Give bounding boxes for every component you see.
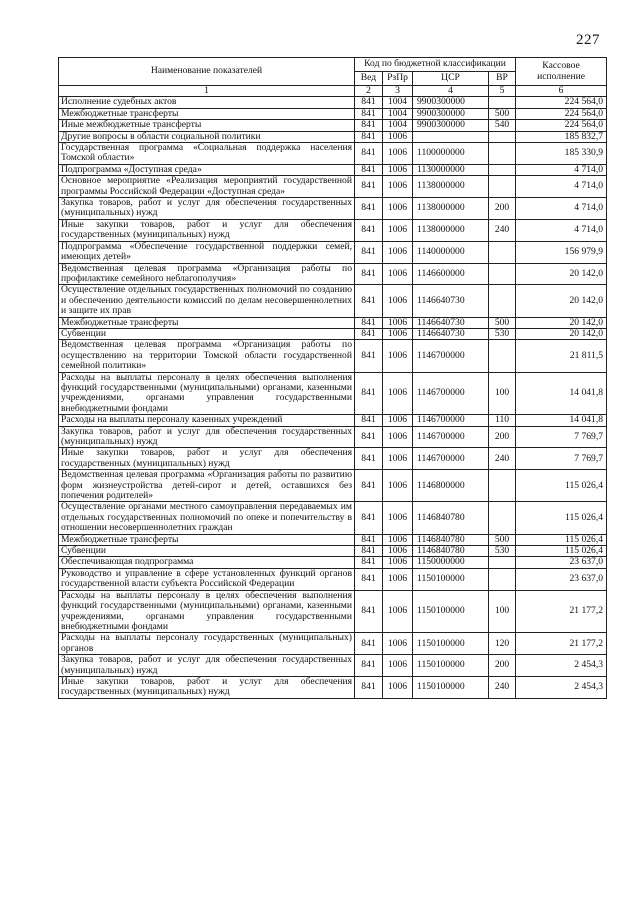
row-ved: 841 — [355, 143, 383, 165]
table-row — [59, 164, 607, 175]
row-vr: 100 — [489, 372, 516, 415]
row-csr: 1146640730 — [413, 328, 489, 339]
row-ved: 841 — [355, 164, 383, 175]
table-row — [59, 546, 607, 557]
column-number-row — [59, 86, 607, 97]
row-csr: 9900300000 — [413, 120, 489, 131]
row-rzpr: 1006 — [383, 590, 413, 633]
table-row — [59, 317, 607, 328]
table-row — [59, 108, 607, 119]
budget-table — [58, 57, 607, 699]
row-name: Ведомственная целевая программа «Организация работы по профилактике семейного неблагополучия» — [59, 263, 355, 285]
row-vr: 530 — [489, 328, 516, 339]
row-name: Подпрограмма «Обеспечение государственной поддержки семей, имеющих детей» — [59, 241, 355, 263]
row-name: Иные закупки товаров, работ и услуг для обеспечения государственных (муниципальных) нужд — [59, 676, 355, 698]
table-row — [59, 448, 607, 470]
row-rzpr: 1006 — [383, 328, 413, 339]
row-ved: 841 — [355, 219, 383, 241]
row-ved: 841 — [355, 426, 383, 448]
row-name: Исполнение судебных актов — [59, 97, 355, 108]
row-amount: 4 714,0 — [516, 198, 607, 220]
row-vr — [489, 557, 516, 568]
row-ved: 841 — [355, 97, 383, 108]
row-amount: 23 637,0 — [516, 557, 607, 568]
row-ved: 841 — [355, 198, 383, 220]
row-amount: 224 564,0 — [516, 120, 607, 131]
table-row — [59, 219, 607, 241]
row-csr: 1100000000 — [413, 143, 489, 165]
row-amount: 7 769,7 — [516, 426, 607, 448]
table-row — [59, 534, 607, 545]
row-vr: 200 — [489, 426, 516, 448]
row-ved: 841 — [355, 415, 383, 426]
row-rzpr: 1006 — [383, 426, 413, 448]
row-amount: 224 564,0 — [516, 108, 607, 119]
row-amount: 156 979,9 — [516, 241, 607, 263]
row-rzpr: 1006 — [383, 176, 413, 198]
row-ved: 841 — [355, 448, 383, 470]
row-name: Обеспечивающая подпрограмма — [59, 557, 355, 568]
table-row — [59, 143, 607, 165]
row-amount: 4 714,0 — [516, 176, 607, 198]
row-name: Осуществление отдельных государственных полномочий по созданию и обеспечению деятельности комиссий по делам несовершеннолетних и защите их прав — [59, 285, 355, 317]
row-name: Иные закупки товаров, работ и услуг для обеспечения государственных (муниципальных) нужд — [59, 448, 355, 470]
header-ved: Вед — [355, 72, 383, 86]
row-vr: 500 — [489, 534, 516, 545]
row-amount: 115 026,4 — [516, 470, 607, 502]
row-name: Межбюджетные трансферты — [59, 108, 355, 119]
row-vr — [489, 143, 516, 165]
row-rzpr: 1006 — [383, 546, 413, 557]
table-body — [59, 97, 607, 698]
row-rzpr: 1006 — [383, 448, 413, 470]
row-ved: 841 — [355, 263, 383, 285]
row-csr: 1150000000 — [413, 557, 489, 568]
row-name: Ведомственная целевая программа «Организация работы по осуществлению на территории Томской области государственной семейной политики» — [59, 340, 355, 372]
row-csr: 1146700000 — [413, 448, 489, 470]
row-name: Ведомственная целевая программа «Организация работы по развитию форм жизнеустройства детей-сирот и детей, оставшихся без попечения родителей» — [59, 470, 355, 502]
row-amount: 224 564,0 — [516, 97, 607, 108]
row-name: Закупка товаров, работ и услуг для обеспечения государственных (муниципальных) нужд — [59, 198, 355, 220]
row-vr — [489, 131, 516, 142]
row-csr: 1150100000 — [413, 676, 489, 698]
row-amount: 115 026,4 — [516, 502, 607, 534]
row-rzpr: 1006 — [383, 372, 413, 415]
row-csr: 9900300000 — [413, 97, 489, 108]
header-amount: Кассовое исполнение — [516, 58, 607, 86]
row-ved: 841 — [355, 590, 383, 633]
row-ved: 841 — [355, 328, 383, 339]
row-csr: 1146600000 — [413, 263, 489, 285]
row-csr: 1146800000 — [413, 470, 489, 502]
table-row — [59, 97, 607, 108]
header-name: Наименование показателей — [59, 58, 355, 86]
row-vr: 240 — [489, 219, 516, 241]
row-ved: 841 — [355, 131, 383, 142]
row-rzpr: 1006 — [383, 415, 413, 426]
row-ved: 841 — [355, 317, 383, 328]
row-name: Расходы на выплаты персоналу в целях обеспечения выполнения функций государственными (муниципальными) органами, казенными учреждениями, органами управления государственными внебюджетными фондами — [59, 372, 355, 415]
row-name: Расходы на выплаты персоналу государственных (муниципальных) органов — [59, 633, 355, 655]
row-rzpr: 1006 — [383, 534, 413, 545]
row-vr — [489, 263, 516, 285]
table-row — [59, 590, 607, 633]
row-csr: 1138000000 — [413, 219, 489, 241]
row-amount: 14 041,8 — [516, 415, 607, 426]
row-amount: 20 142,0 — [516, 263, 607, 285]
table-row — [59, 120, 607, 131]
row-name: Межбюджетные трансферты — [59, 534, 355, 545]
table-row — [59, 328, 607, 339]
row-ved: 841 — [355, 534, 383, 545]
row-vr — [489, 241, 516, 263]
row-vr — [489, 340, 516, 372]
row-vr: 540 — [489, 120, 516, 131]
row-csr: 9900300000 — [413, 108, 489, 119]
row-rzpr: 1004 — [383, 97, 413, 108]
row-csr: 1150100000 — [413, 655, 489, 677]
row-ved: 841 — [355, 655, 383, 677]
row-vr: 530 — [489, 546, 516, 557]
table-row — [59, 502, 607, 534]
row-rzpr: 1006 — [383, 633, 413, 655]
row-ved: 841 — [355, 372, 383, 415]
row-vr: 240 — [489, 676, 516, 698]
row-ved: 841 — [355, 241, 383, 263]
row-ved: 841 — [355, 502, 383, 534]
row-name: Межбюджетные трансферты — [59, 317, 355, 328]
header-code-group: Код по бюджетной классификации — [355, 58, 516, 72]
row-amount: 2 454,3 — [516, 676, 607, 698]
row-csr: 1150100000 — [413, 568, 489, 590]
row-rzpr: 1004 — [383, 108, 413, 119]
table-row — [59, 676, 607, 698]
table-row — [59, 340, 607, 372]
row-name: Расходы на выплаты персоналу казенных учреждений — [59, 415, 355, 426]
row-amount: 2 454,3 — [516, 655, 607, 677]
page-number: 227 — [576, 32, 600, 48]
row-name: Субвенции — [59, 328, 355, 339]
row-csr: 1138000000 — [413, 176, 489, 198]
row-amount: 115 026,4 — [516, 546, 607, 557]
row-amount: 115 026,4 — [516, 534, 607, 545]
table-row — [59, 176, 607, 198]
row-amount: 185 832,7 — [516, 131, 607, 142]
row-vr: 100 — [489, 590, 516, 633]
table-row — [59, 633, 607, 655]
row-ved: 841 — [355, 108, 383, 119]
column-number: 5 — [489, 86, 516, 97]
row-ved: 841 — [355, 285, 383, 317]
row-rzpr: 1006 — [383, 219, 413, 241]
column-number: 1 — [59, 86, 355, 97]
row-vr — [489, 470, 516, 502]
row-rzpr: 1006 — [383, 164, 413, 175]
row-name: Государственная программа «Социальная поддержка населения Томской области» — [59, 143, 355, 165]
row-amount: 4 714,0 — [516, 219, 607, 241]
row-amount: 20 142,0 — [516, 328, 607, 339]
row-amount: 23 637,0 — [516, 568, 607, 590]
row-rzpr: 1006 — [383, 198, 413, 220]
row-csr: 1146840780 — [413, 502, 489, 534]
row-name: Руководство и управление в сфере установленных функций органов государственной власти субъекта Российской Федерации — [59, 568, 355, 590]
table-row — [59, 285, 607, 317]
row-amount: 4 714,0 — [516, 164, 607, 175]
row-name: Расходы на выплаты персоналу в целях обеспечения выполнения функций государственными (муниципальными) органами, казенными учреждениями, органами управления государственными внебюджетными фондами — [59, 590, 355, 633]
row-vr: 200 — [489, 198, 516, 220]
row-name: Другие вопросы в области социальной политики — [59, 131, 355, 142]
row-ved: 841 — [355, 633, 383, 655]
row-rzpr: 1004 — [383, 120, 413, 131]
row-amount: 7 769,7 — [516, 448, 607, 470]
row-amount: 20 142,0 — [516, 285, 607, 317]
column-number: 3 — [383, 86, 413, 97]
row-amount: 21 177,2 — [516, 590, 607, 633]
row-csr: 1150100000 — [413, 590, 489, 633]
row-vr — [489, 97, 516, 108]
row-name: Осуществление органами местного самоуправления передаваемых им отдельных государственных полномочий по опеке и попечительству в отношении несовершеннолетних граждан — [59, 502, 355, 534]
table-row — [59, 415, 607, 426]
row-csr: 1150100000 — [413, 633, 489, 655]
row-rzpr: 1006 — [383, 676, 413, 698]
row-name: Закупка товаров, работ и услуг для обеспечения государственных (муниципальных) нужд — [59, 426, 355, 448]
column-number: 4 — [413, 86, 489, 97]
table-row — [59, 568, 607, 590]
row-rzpr: 1006 — [383, 241, 413, 263]
row-rzpr: 1006 — [383, 568, 413, 590]
row-vr: 120 — [489, 633, 516, 655]
row-ved: 841 — [355, 546, 383, 557]
table-row — [59, 263, 607, 285]
row-rzpr: 1006 — [383, 502, 413, 534]
row-name: Подпрограмма «Доступная среда» — [59, 164, 355, 175]
table-row — [59, 426, 607, 448]
header-csr: ЦСР — [413, 72, 489, 86]
row-vr: 200 — [489, 655, 516, 677]
row-csr: 1146840780 — [413, 546, 489, 557]
row-name: Иные закупки товаров, работ и услуг для обеспечения государственных (муниципальных) нужд — [59, 219, 355, 241]
row-rzpr: 1006 — [383, 131, 413, 142]
row-csr: 1138000000 — [413, 198, 489, 220]
row-ved: 841 — [355, 340, 383, 372]
row-csr: 1146840780 — [413, 534, 489, 545]
table-header — [59, 58, 607, 97]
row-csr: 1146700000 — [413, 340, 489, 372]
row-rzpr: 1006 — [383, 655, 413, 677]
row-vr: 500 — [489, 108, 516, 119]
row-rzpr: 1006 — [383, 317, 413, 328]
row-csr: 1140000000 — [413, 241, 489, 263]
row-vr — [489, 164, 516, 175]
row-rzpr: 1006 — [383, 285, 413, 317]
row-vr: 240 — [489, 448, 516, 470]
table-row — [59, 470, 607, 502]
row-rzpr: 1006 — [383, 263, 413, 285]
row-ved: 841 — [355, 557, 383, 568]
row-name: Закупка товаров, работ и услуг для обеспечения государственных (муниципальных) нужд — [59, 655, 355, 677]
row-vr — [489, 285, 516, 317]
row-vr — [489, 176, 516, 198]
header-rzpr: РзПр — [383, 72, 413, 86]
column-number: 6 — [516, 86, 607, 97]
row-rzpr: 1006 — [383, 470, 413, 502]
table-row — [59, 372, 607, 415]
row-name: Основное мероприятие «Реализация мероприятий государственной программы Российской Федерации «Доступная среда» — [59, 176, 355, 198]
row-csr: 1146700000 — [413, 426, 489, 448]
row-rzpr: 1006 — [383, 557, 413, 568]
row-csr: 1146700000 — [413, 372, 489, 415]
row-amount: 20 142,0 — [516, 317, 607, 328]
table-row — [59, 241, 607, 263]
row-csr — [413, 131, 489, 142]
row-ved: 841 — [355, 470, 383, 502]
row-rzpr: 1006 — [383, 143, 413, 165]
table-row — [59, 557, 607, 568]
row-amount: 14 041,8 — [516, 372, 607, 415]
row-vr — [489, 568, 516, 590]
row-vr — [489, 502, 516, 534]
row-amount: 185 330,9 — [516, 143, 607, 165]
header-vr: ВР — [489, 72, 516, 86]
row-amount: 21 811,5 — [516, 340, 607, 372]
row-name: Иные межбюджетные трансферты — [59, 120, 355, 131]
row-vr: 110 — [489, 415, 516, 426]
row-ved: 841 — [355, 676, 383, 698]
row-csr: 1146640730 — [413, 317, 489, 328]
row-csr: 1130000000 — [413, 164, 489, 175]
row-csr: 1146700000 — [413, 415, 489, 426]
row-rzpr: 1006 — [383, 340, 413, 372]
row-ved: 841 — [355, 568, 383, 590]
row-name: Субвенции — [59, 546, 355, 557]
table-row — [59, 655, 607, 677]
row-ved: 841 — [355, 120, 383, 131]
row-vr: 500 — [489, 317, 516, 328]
row-csr: 1146640730 — [413, 285, 489, 317]
row-ved: 841 — [355, 176, 383, 198]
table-row — [59, 131, 607, 142]
table-row — [59, 198, 607, 220]
row-amount: 21 177,2 — [516, 633, 607, 655]
column-number: 2 — [355, 86, 383, 97]
